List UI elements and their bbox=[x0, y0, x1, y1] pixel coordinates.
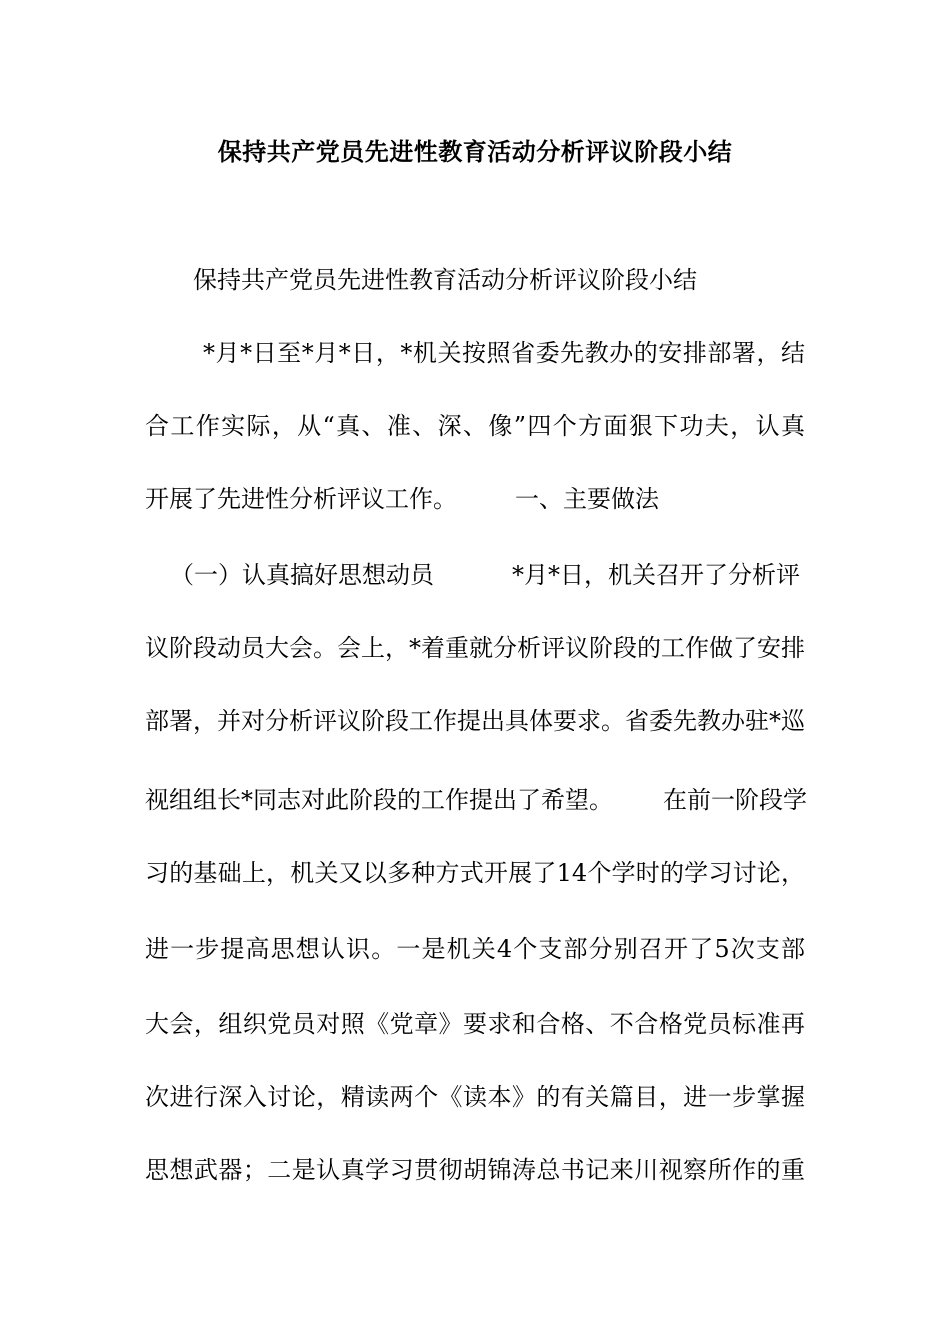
paragraph-line: 开展了先进性分析评议工作。 bbox=[145, 485, 457, 513]
section-heading: 一、主要做法 bbox=[515, 485, 659, 513]
paragraph-line: 思想武器；二是认真学习贯彻胡锦涛总书记来川视察所作的重 bbox=[145, 1156, 805, 1184]
paragraph-line: 进一步提高思想认识。一是机关4个支部分别召开了5次支部 bbox=[145, 935, 805, 963]
paragraph-line: 合工作实际，从“真、准、深、像”四个方面狠下功夫，认真 bbox=[145, 412, 805, 440]
paragraph-line: *月*日，机关召开了分析评 bbox=[512, 561, 800, 589]
paragraph-line: 保持共产党员先进性教育活动分析评议阶段小结 bbox=[193, 266, 697, 294]
paragraph-line: 次进行深入讨论，精读两个《读本》的有关篇目，进一步掌握 bbox=[145, 1083, 805, 1111]
subsection-heading: （一）认真搞好思想动员 bbox=[170, 561, 434, 589]
document-title: 保持共产党员先进性教育活动分析评议阶段小结 bbox=[217, 137, 733, 166]
paragraph-line: 视组组长*同志对此阶段的工作提出了希望。 bbox=[145, 786, 613, 814]
paragraph-line: 议阶段动员大会。会上，*着重就分析评议阶段的工作做了安排 bbox=[145, 634, 805, 662]
paragraph-line: 大会，组织党员对照《党章》要求和合格、不合格党员标准再 bbox=[145, 1010, 805, 1038]
paragraph-line: 部署，并对分析评议阶段工作提出具体要求。省委先教办驻*巡 bbox=[145, 707, 805, 735]
paragraph-line: 习的基础上，机关又以多种方式开展了14个学时的学习讨论， bbox=[145, 859, 805, 887]
paragraph-line: *月*日至*月*日，*机关按照省委先教办的安排部署，结 bbox=[203, 339, 805, 367]
paragraph-line: 在前一阶段学 bbox=[663, 786, 807, 814]
